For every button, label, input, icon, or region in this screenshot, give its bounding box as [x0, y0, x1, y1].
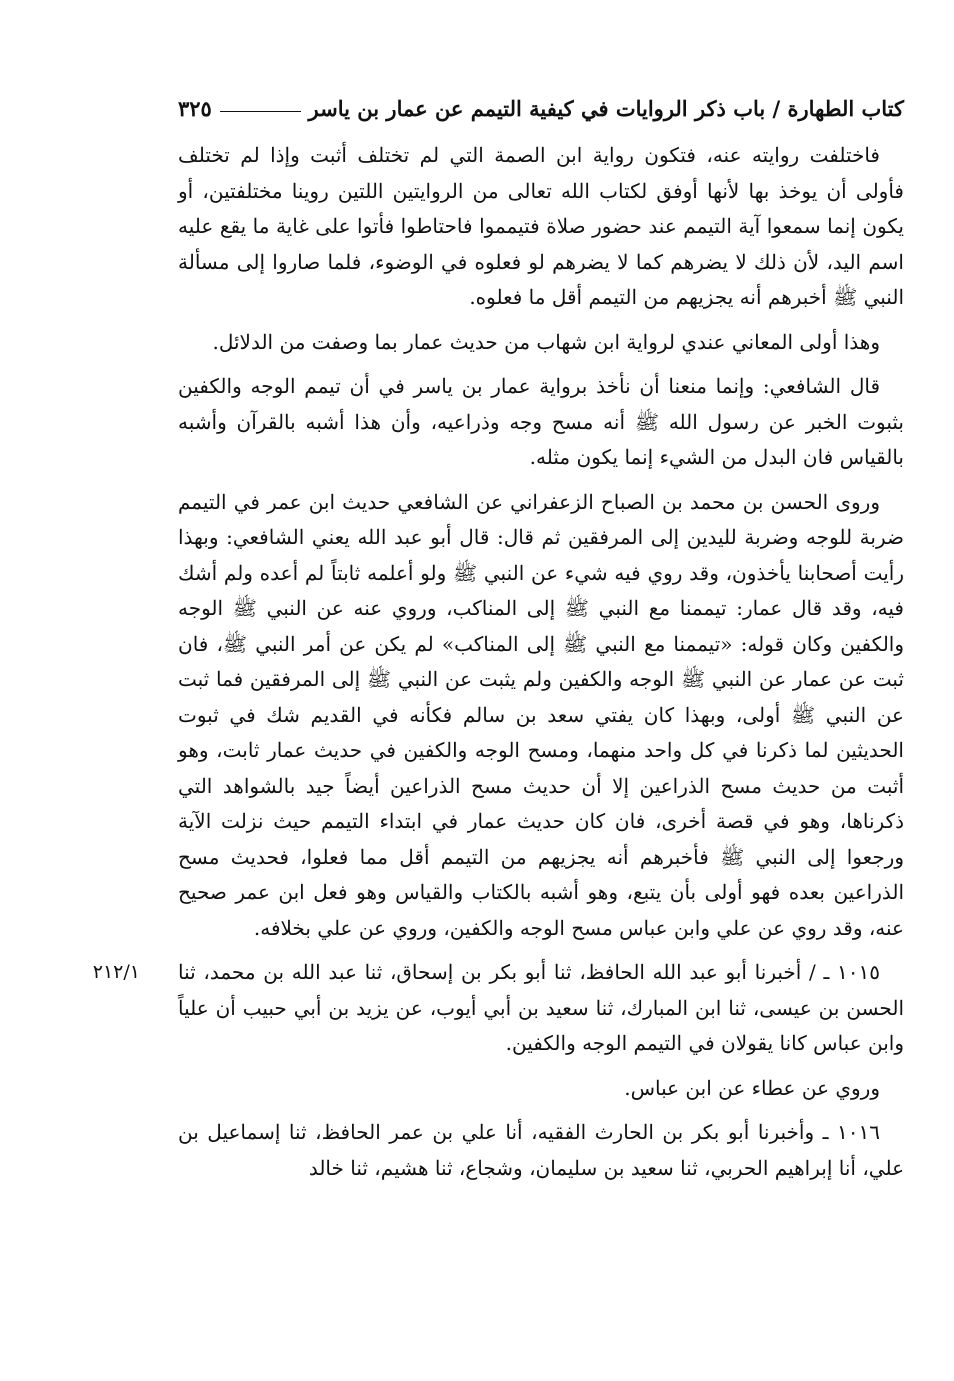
paragraph: وروي عن عطاء عن ابن عباس.	[624, 1075, 880, 1100]
paragraph: فاختلفت روايته عنه، فتكون رواية ابن الصمة التي لم تختلف أثبت وإذا لم تختلف فأولى أن يوخذ بها لأنها أوفق لكتاب الله تعالى من الروايتين اللتين روينا مختلفتين، أو يكون إنما سمعوا آية التيمم عند حضور صلاة فتيمموا فاحتاطوا فأتوا على غاية ما يقع عليه اسم اليد، لأن ذلك لا يضرهم كما لا يضرهم لو فعلوه في الوضوء، فلما صاروا إلى مسألة النبي ﷺ أخبرهم أنه يجزيهم من التيمم أقل ما فعلوه.	[178, 143, 904, 309]
chapter-title: كتاب الطهارة / باب ذكر الروايات في كيفية التيمم عن عمار بن ياسر	[308, 95, 904, 121]
body-text	[92, 138, 905, 1186]
running-header	[178, 88, 904, 128]
paragraph: قال الشافعي: وإنما منعنا أن نأخذ برواية عمار بن ياسر في أن تيمم الوجه والكفين بثبوت الخبر عن رسول الله ﷺ أنه مسح وجه وذراعيه، وأن هذا أشبه بالقرآن وأشبه بالقياس فان البدل من الشيء إنما يكون مثله.	[178, 374, 904, 469]
paragraph: وهذا أولى المعاني عندي لرواية ابن شهاب من حديث عمار بما وصفت من الدلائل.	[212, 329, 880, 354]
hadith-1016: ١٠١٦ ـ وأخبرنا أبو بكر بن الحارث الفقيه، أنا علي بن عمر الحافظ، ثنا إسماعيل بن علي، أنا إبراهيم الحربي، ثنا سعيد بن سليمان، وشجاع، ثنا هشيم، ثنا خالد	[178, 1120, 904, 1180]
hadith-text: ١٠١٥ ـ / أخبرنا أبو عبد الله الحافظ، ثنا أبو بكر بن إسحاق، ثنا عبد الله بن محمد، ثنا الحسن بن عيسى، ثنا ابن المبارك، ثنا سعيد بن أبي أيوب، عن يزيد بن أبي حبيب أن علياً وابن عباس كانا يقولان في التيمم الوجه والكفين.	[178, 960, 904, 1055]
margin-reference: ٢١٢/١	[92, 961, 140, 983]
paragraph: وروى الحسن بن محمد بن الصباح الزعفراني عن الشافعي حديث ابن عمر في التيمم ضربة للوجه وضربة لليدين إلى المرفقين ثم قال: قال أبو عبد الله يعني الشافعي: وبهذا رأيت أصحابنا يأخذون، وقد روي فيه شيء عن النبي ﷺ ولو أعلمه ثابتاً لم أعده ولم أشك فيه، وقد قال عمار: تيممنا مع النبي ﷺ إلى المناكب، وروي عنه عن النبي ﷺ الوجه والكفين وكان قوله: «تيممنا مع النبي ﷺ إلى المناكب» لم يكن عن أمر النبي ﷺ، فان ثبت عن عمار عن النبي ﷺ الوجه والكفين ولم يثبت عن النبي ﷺ إلى المرفقين فما ثبت عن النبي ﷺ أولى، وبهذا كان يفتي سعد بن سالم فكأنه في القديم شك في ثبوت الحديثين لما ذكرنا في كل واحد منهما، ومسح الوجه والكفين في حديث عمار ثابت، وهو أثبت من حديث مسح الذراعين إلا أن حديث مسح الذراعين أيضاً جيد بالشواهد التي ذكرناها، وهو في قصة أخرى، فان كان حديث عمار في ابتداء التيمم حيث نزلت الآية ورجعوا إلى النبي ﷺ فأخبرهم أنه يجزيهم من التيمم أقل مما فعلوا، فحديث مسح الذراعين بعده فهو أولى بأن يتبع، وهو أشبه بالكتاب والقياس وهو فعل ابن عمر صحيح عنه، وقد روي عن علي وابن عباس مسح الوجه والكفين، وروي عن علي بخلافه.	[178, 489, 905, 940]
page-number: ٣٢٥	[178, 95, 212, 121]
page	[92, 88, 905, 1195]
hadith-1015	[92, 955, 904, 1062]
header-rule	[220, 111, 301, 112]
